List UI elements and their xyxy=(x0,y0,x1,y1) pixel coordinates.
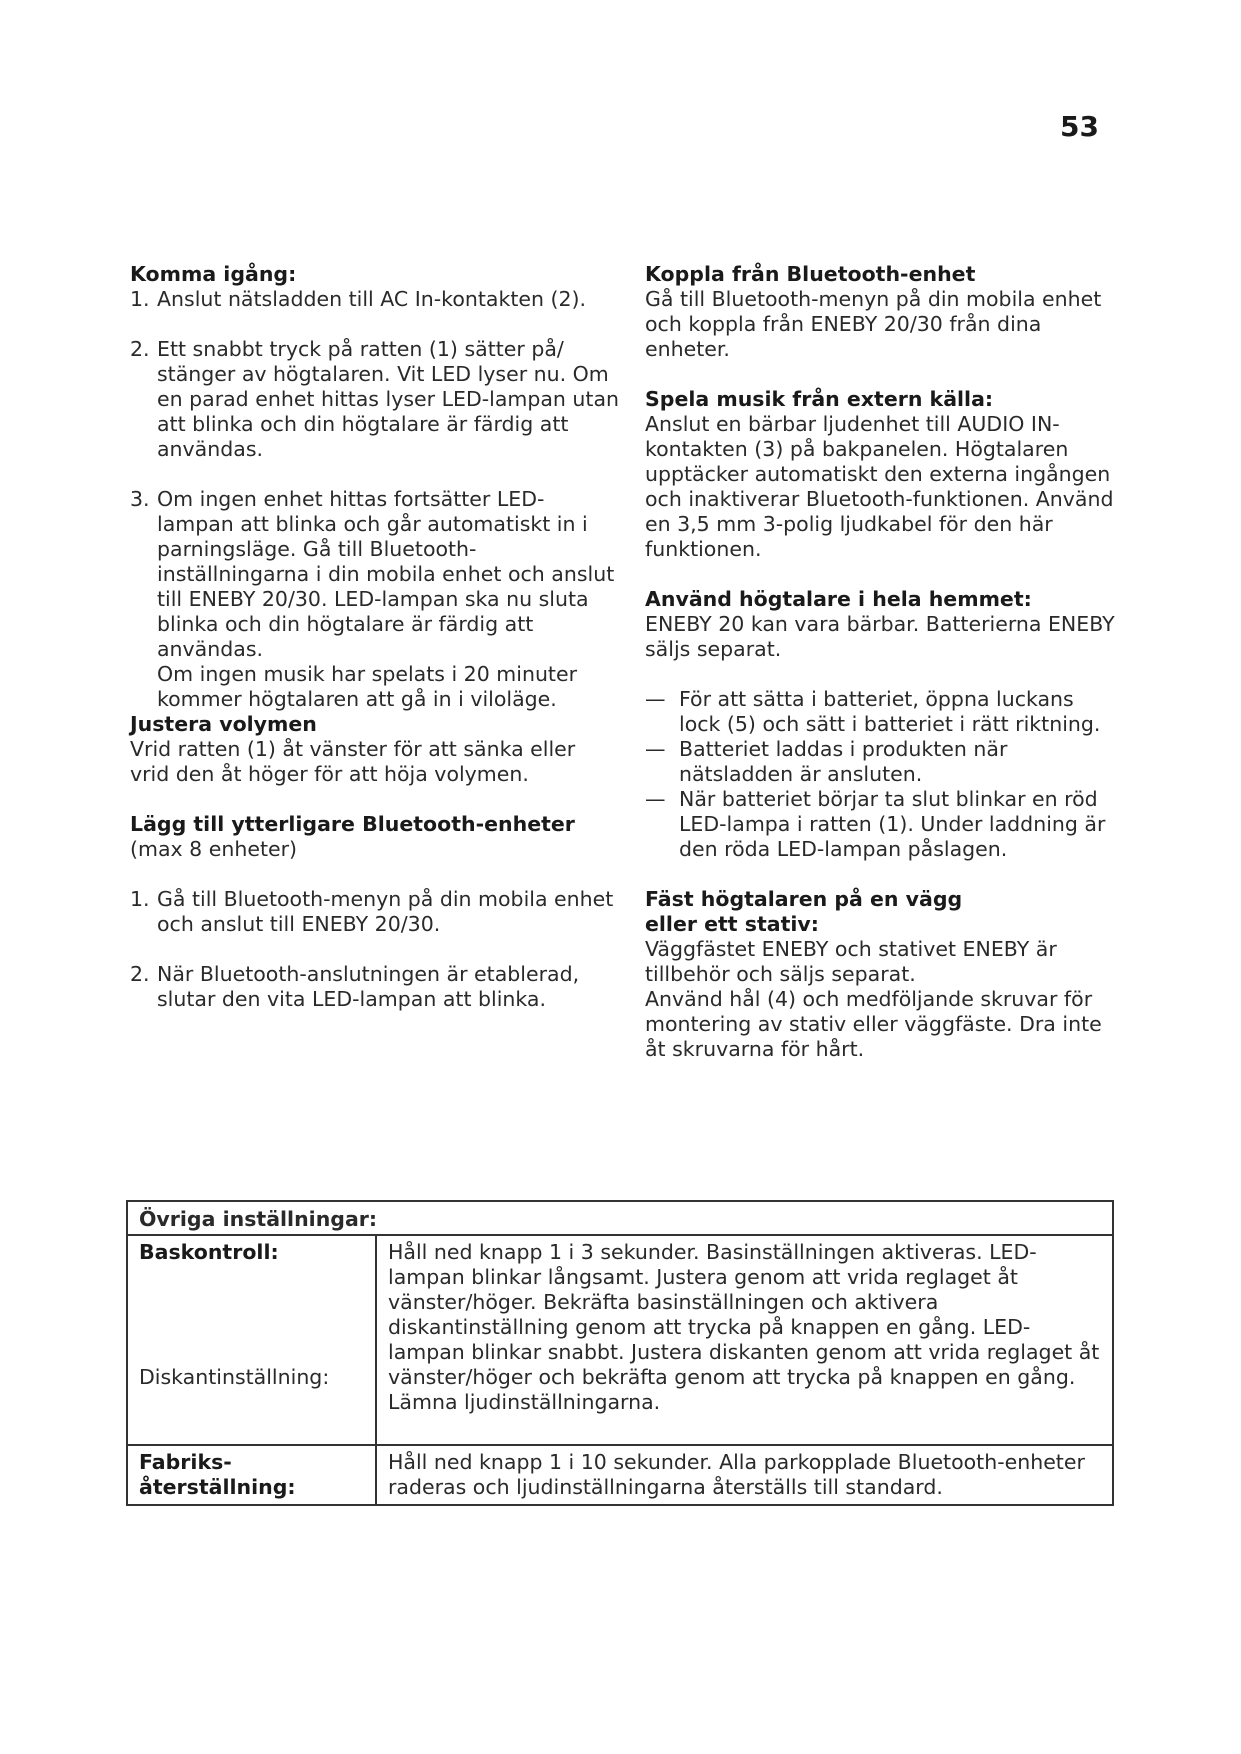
bass-text-cell xyxy=(376,1235,1113,1445)
external-text: Anslut en bärbar ljudenhet till AUDIO IN-kontakten (3) på bakpanelen. Högtalaren upptäcker automatiskt den externa ingången och inaktiverar Bluetooth-funktionen. Använd en 3,5 mm 3-polig ljudkabel för den här funktionen. xyxy=(645,412,1114,561)
add-devices-section xyxy=(130,812,620,1012)
getting-started-heading: Komma igång: xyxy=(130,262,297,286)
dash-marker: — xyxy=(645,737,666,761)
bass-text: Håll ned knapp 1 i 3 sekunder. Basinställningen aktiveras. LED-lampan blinkar långsamt. Justera genom att vrida reglaget åt vänster/höger. Bekräfta basinställningen och aktivera diskantinställning genom att trycka på knappen en gång. LED-lampan blinkar snabbt. Justera diskanten genom att vrida reglaget åt vänster/höger och bekräfta genom att trycka på knappen en gång. Lämna ljudinställningarna. xyxy=(388,1240,1100,1414)
settings-caption: Övriga inställningar: xyxy=(127,1201,1113,1235)
whole-home-heading: Använd högtalare i hela hemmet: xyxy=(645,587,1032,611)
page-number: 53 xyxy=(1060,110,1099,143)
bullet-item xyxy=(645,787,1115,862)
disconnect-heading: Koppla från Bluetooth-enhet xyxy=(645,262,976,286)
bullet-text: För att sätta i batteriet, öppna luckans lock (5) och sätt i batteriet i rätt riktning. xyxy=(679,687,1101,736)
list-text: Ett snabbt tryck på ratten (1) sätter på/ stänger av högtalaren. Vit LED lyser nu. Om en parad enhet hittas lyser LED-lampan utan att blinka och din högtalare är färdig att användas. xyxy=(157,337,620,461)
volume-text: Vrid ratten (1) åt vänster för att sänka eller vrid den åt höger för att höja volymen. xyxy=(130,737,576,786)
list-item xyxy=(130,337,620,462)
add-devices-heading: Lägg till ytterligare Bluetooth-enheter xyxy=(130,812,575,836)
bullet-text: När batteriet börjar ta slut blinkar en röd LED-lampa i ratten (1). Under laddning är den röda LED-lampan påslagen. xyxy=(679,787,1106,861)
dash-marker: — xyxy=(645,687,666,711)
treble-label: Diskantinställning: xyxy=(139,1365,330,1389)
volume-section xyxy=(130,712,620,787)
getting-started-section xyxy=(130,262,620,712)
dash-marker: — xyxy=(645,787,666,811)
list-text: Anslut nätsladden till AC In-kontakten (2). xyxy=(157,287,587,311)
disconnect-text: Gå till Bluetooth-menyn på din mobila enhet och koppla från ENEBY 20/30 från dina enheter. xyxy=(645,287,1102,361)
bass-label: Baskontroll: xyxy=(139,1240,279,1264)
table-row xyxy=(127,1445,1113,1505)
mount-text-accessories: Väggfästet ENEBY och stativet ENEBY är tillbehör och säljs separat. xyxy=(645,937,1057,986)
external-heading: Spela musik från extern källa: xyxy=(645,387,994,411)
settings-table xyxy=(126,1200,1114,1506)
list-number: 2. xyxy=(130,337,150,361)
mount-heading-line2: eller ett stativ: xyxy=(645,912,819,936)
list-number: 2. xyxy=(130,962,150,986)
mount-heading-line1: Fäst högtalaren på en vägg xyxy=(645,887,963,911)
list-item xyxy=(130,487,620,712)
volume-heading: Justera volymen xyxy=(130,712,317,736)
external-section xyxy=(645,387,1115,562)
mount-text-instructions: Använd hål (4) och medföljande skruvar för montering av stativ eller väggfäste. Dra inte åt skruvarna för hårt. xyxy=(645,987,1102,1061)
list-item xyxy=(130,887,620,937)
bass-label-cell xyxy=(127,1235,376,1445)
bullet-item xyxy=(645,687,1115,737)
list-number: 3. xyxy=(130,487,150,511)
list-item xyxy=(130,962,620,1012)
whole-home-text: ENEBY 20 kan vara bärbar. Batterierna ENEBY säljs separat. xyxy=(645,612,1115,661)
list-number: 1. xyxy=(130,287,150,311)
disconnect-section xyxy=(645,262,1115,362)
list-text: Gå till Bluetooth-menyn på din mobila enhet och anslut till ENEBY 20/30. xyxy=(157,887,614,936)
list-text: Om ingen enhet hittas fortsätter LED-lampan att blinka och går automatiskt in i parningsläge. Gå till Bluetooth-inställningarna i din mobila enhet och anslut till ENEBY 20/30. LED-lampan ska nu sluta blinka och din högtalare är färdig att användas. xyxy=(157,487,615,661)
reset-label-line2: återställning: xyxy=(139,1475,296,1499)
left-column xyxy=(130,262,620,1012)
list-item xyxy=(130,287,620,312)
table-row xyxy=(127,1235,1113,1445)
bullet-text: Batteriet laddas i produkten när nätsladden är ansluten. xyxy=(679,737,1008,786)
right-column xyxy=(645,262,1115,1062)
reset-text-cell xyxy=(376,1445,1113,1505)
table-caption-row xyxy=(127,1201,1113,1235)
reset-label-cell xyxy=(127,1445,376,1505)
whole-home-section xyxy=(645,587,1115,862)
list-text: När Bluetooth-anslutningen är etablerad, slutar den vita LED-lampan att blinka. xyxy=(157,962,580,1011)
list-extra-text: Om ingen musik har spelats i 20 minuter kommer högtalaren att gå in i viloläge. xyxy=(157,662,578,711)
add-devices-subheading: (max 8 enheter) xyxy=(130,837,298,861)
list-number: 1. xyxy=(130,887,150,911)
reset-label-line1: Fabriks- xyxy=(139,1450,232,1474)
reset-text: Håll ned knapp 1 i 10 sekunder. Alla parkopplade Bluetooth-enheter raderas och ljudinställningarna återställs till standard. xyxy=(388,1450,1085,1499)
mount-section xyxy=(645,887,1115,1062)
bullet-item xyxy=(645,737,1115,787)
